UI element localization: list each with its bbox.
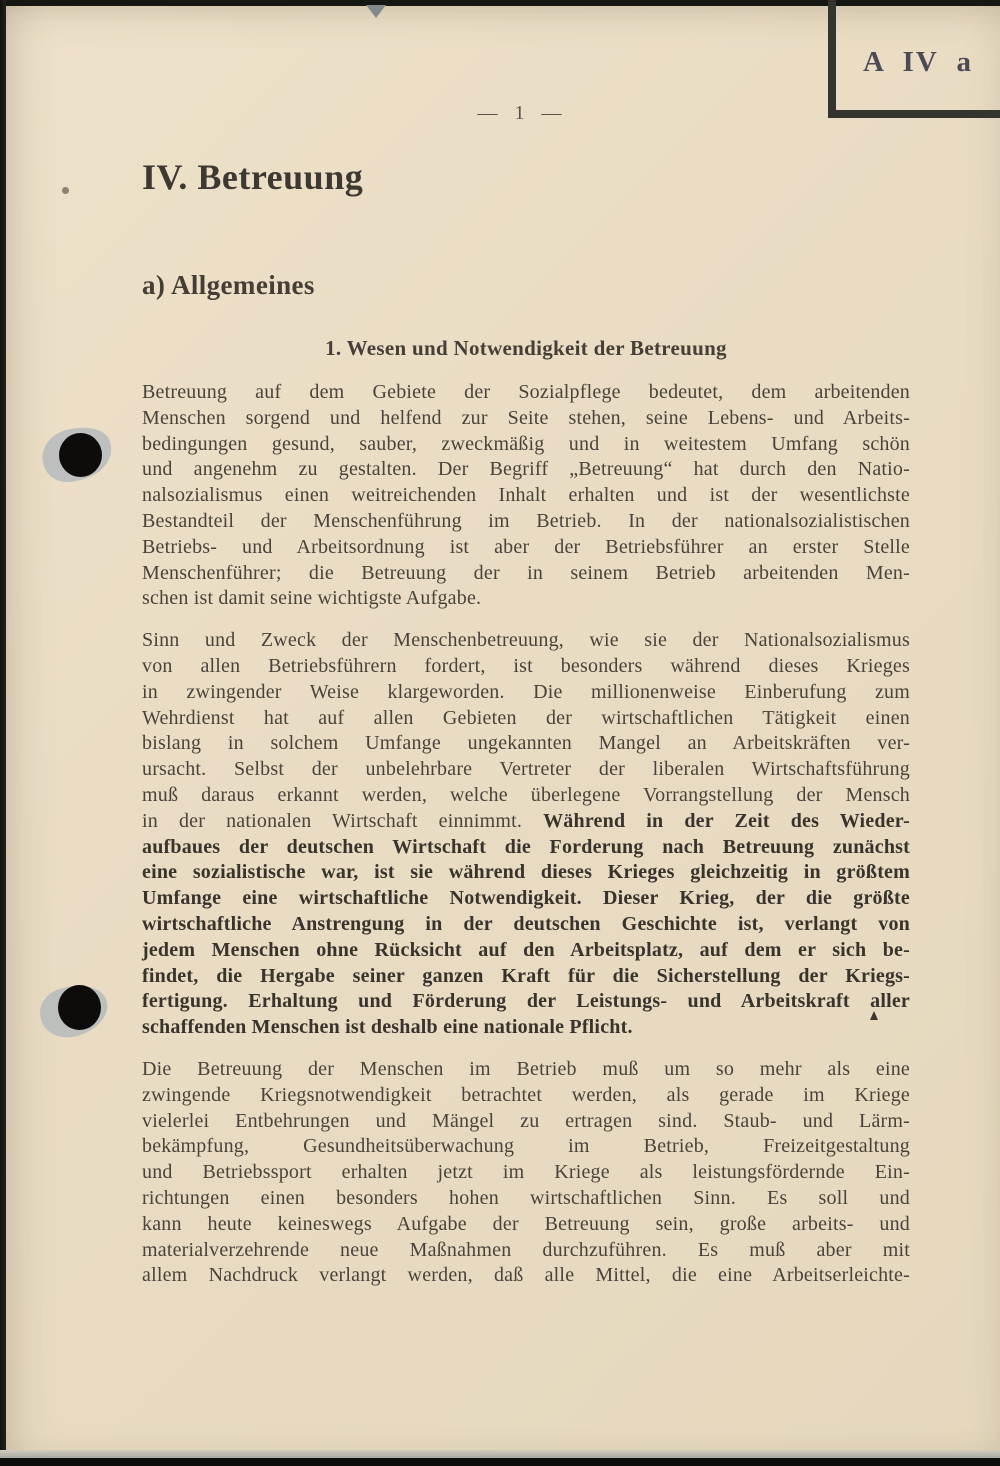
ink-caret-mark: [870, 1011, 878, 1020]
paragraph: [142, 380, 910, 612]
page-stack-edge: [0, 1450, 1000, 1458]
paper-notch-mark: [366, 5, 386, 18]
page-bottom-edge: [0, 1458, 1000, 1466]
text-line: in der nationalen Wirtschaft einnimmt. Während in der Zeit des Wieder-: [142, 809, 910, 832]
text-line: bislang in solchem Umfange ungekannten Mangel an Arbeitskräften ver-: [142, 732, 910, 755]
text-line: ursacht. Selbst der unbelehrbare Vertreter der liberalen Wirtschaftsführung: [142, 758, 910, 781]
text-line: allem Nachdruck verlangt werden, daß alle Mittel, die eine Arbeitserleichte-: [142, 1264, 910, 1287]
text-line: Wehrdienst hat auf allen Gebieten der wirtschaftlichen Tätigkeit einen: [142, 706, 910, 729]
body-paragraphs: [142, 380, 910, 1289]
text-line: Menschen sorgend und helfend zur Seite stehen, seine Lebens- und Arbeits-: [142, 406, 910, 429]
text-line: Die Betreuung der Menschen im Betrieb muß um so mehr als eine: [142, 1057, 910, 1080]
text-line: findet, die Hergabe seiner ganzen Kraft für die Sicherstellung der Kriegs-: [142, 964, 910, 987]
text-line: richtungen einen besonders hohen wirtschaftlichen Sinn. Es soll und: [142, 1186, 910, 1209]
text-line: Betriebs- und Arbeitsordnung ist aber der Betriebsführer an erster Stelle: [142, 535, 910, 558]
text-line: eine sozialistische war, ist sie während dieses Krieges gleichzeitig in größtem: [142, 861, 910, 884]
page-number: — 1 —: [477, 102, 563, 124]
text-line: und Betriebssport erhalten jetzt im Kriege als leistungsfördernde Ein-: [142, 1161, 910, 1184]
text-line: Bestandteil der Menschenführung im Betrieb. In der nationalsozialistischen: [142, 509, 910, 532]
page-left-edge: [0, 0, 6, 1452]
ink-speck: [62, 187, 69, 194]
document-body: [142, 336, 910, 1305]
text-line: Sinn und Zweck der Menschenbetreuung, wie sie der Nationalsozialismus: [142, 629, 910, 652]
paragraph: [142, 628, 910, 1041]
stamp-label: A IV a: [862, 45, 974, 78]
paragraph: [142, 1057, 910, 1289]
text-line: materialverzehrende neue Maßnahmen durchzuführen. Es muß aber mit: [142, 1238, 910, 1261]
text-line: wirtschaftliche Anstrengung in der deutschen Geschichte ist, verlangt von: [142, 912, 910, 935]
text-line: vielerlei Entbehrungen und Mängel zu ertragen sind. Staub- und Lärm-: [142, 1109, 910, 1132]
text-line: schaffenden Menschen ist deshalb eine nationale Pflicht.: [142, 1016, 633, 1039]
text-line: Umfange eine wirtschaftliche Notwendigkeit. Dieser Krieg, der die größte: [142, 887, 910, 910]
text-line: jedem Menschen ohne Rücksicht auf den Arbeitsplatz, auf dem er sich be-: [142, 938, 910, 961]
text-line: bedingungen gesund, sauber, zweckmäßig und in weitestem Umfang schön: [142, 432, 910, 455]
text-line: in zwingender Weise klargeworden. Die millionenweise Einberufung zum: [142, 680, 910, 703]
hole-punch-top: [59, 433, 102, 477]
text-line: kann heute keineswegs Aufgabe der Betreuung sein, große arbeits- und: [142, 1212, 910, 1235]
text-line: muß daraus erkannt werden, welche überlegene Vorrangstellung der Mensch: [142, 783, 910, 806]
classification-stamp-box: [828, 0, 1000, 118]
text-line: von allen Betriebsführern fordert, ist besonders während dieses Krieges: [142, 654, 910, 677]
text-line: aufbaues der deutschen Wirtschaft die Forderung nach Betreuung zunächst: [142, 835, 910, 858]
text-line: und angenehm zu gestalten. Der Begriff „Betreuung“ hat durch den Natio-: [142, 458, 910, 481]
text-line: Menschenführer; die Betreuung der in seinem Betrieb arbeitenden Men-: [142, 561, 910, 584]
text-line: schen ist damit seine wichtigste Aufgabe.: [142, 587, 482, 610]
hole-punch-bottom: [58, 985, 101, 1030]
text-line: bekämpfung, Gesundheitsüberwachung im Betrieb, Freizeitgestaltung: [142, 1135, 910, 1158]
text-line: zwingende Kriegsnotwendigkeit betrachtet werden, als gerade im Kriege: [142, 1083, 910, 1106]
subsection-heading: 1. Wesen und Notwendigkeit der Betreuung: [325, 336, 727, 360]
text-line: nalsozialismus einen weitreichenden Inhalt erhalten und ist der wesentlichste: [142, 484, 910, 507]
section-heading: a) Allgemeines: [142, 270, 315, 300]
document-title: IV. Betreuung: [142, 157, 364, 197]
text-line: fertigung. Erhaltung und Förderung der Leistungs- und Arbeitskraft aller: [142, 990, 910, 1013]
text-line: Betreuung auf dem Gebiete der Sozialpflege bedeutet, dem arbeitenden: [142, 381, 910, 403]
